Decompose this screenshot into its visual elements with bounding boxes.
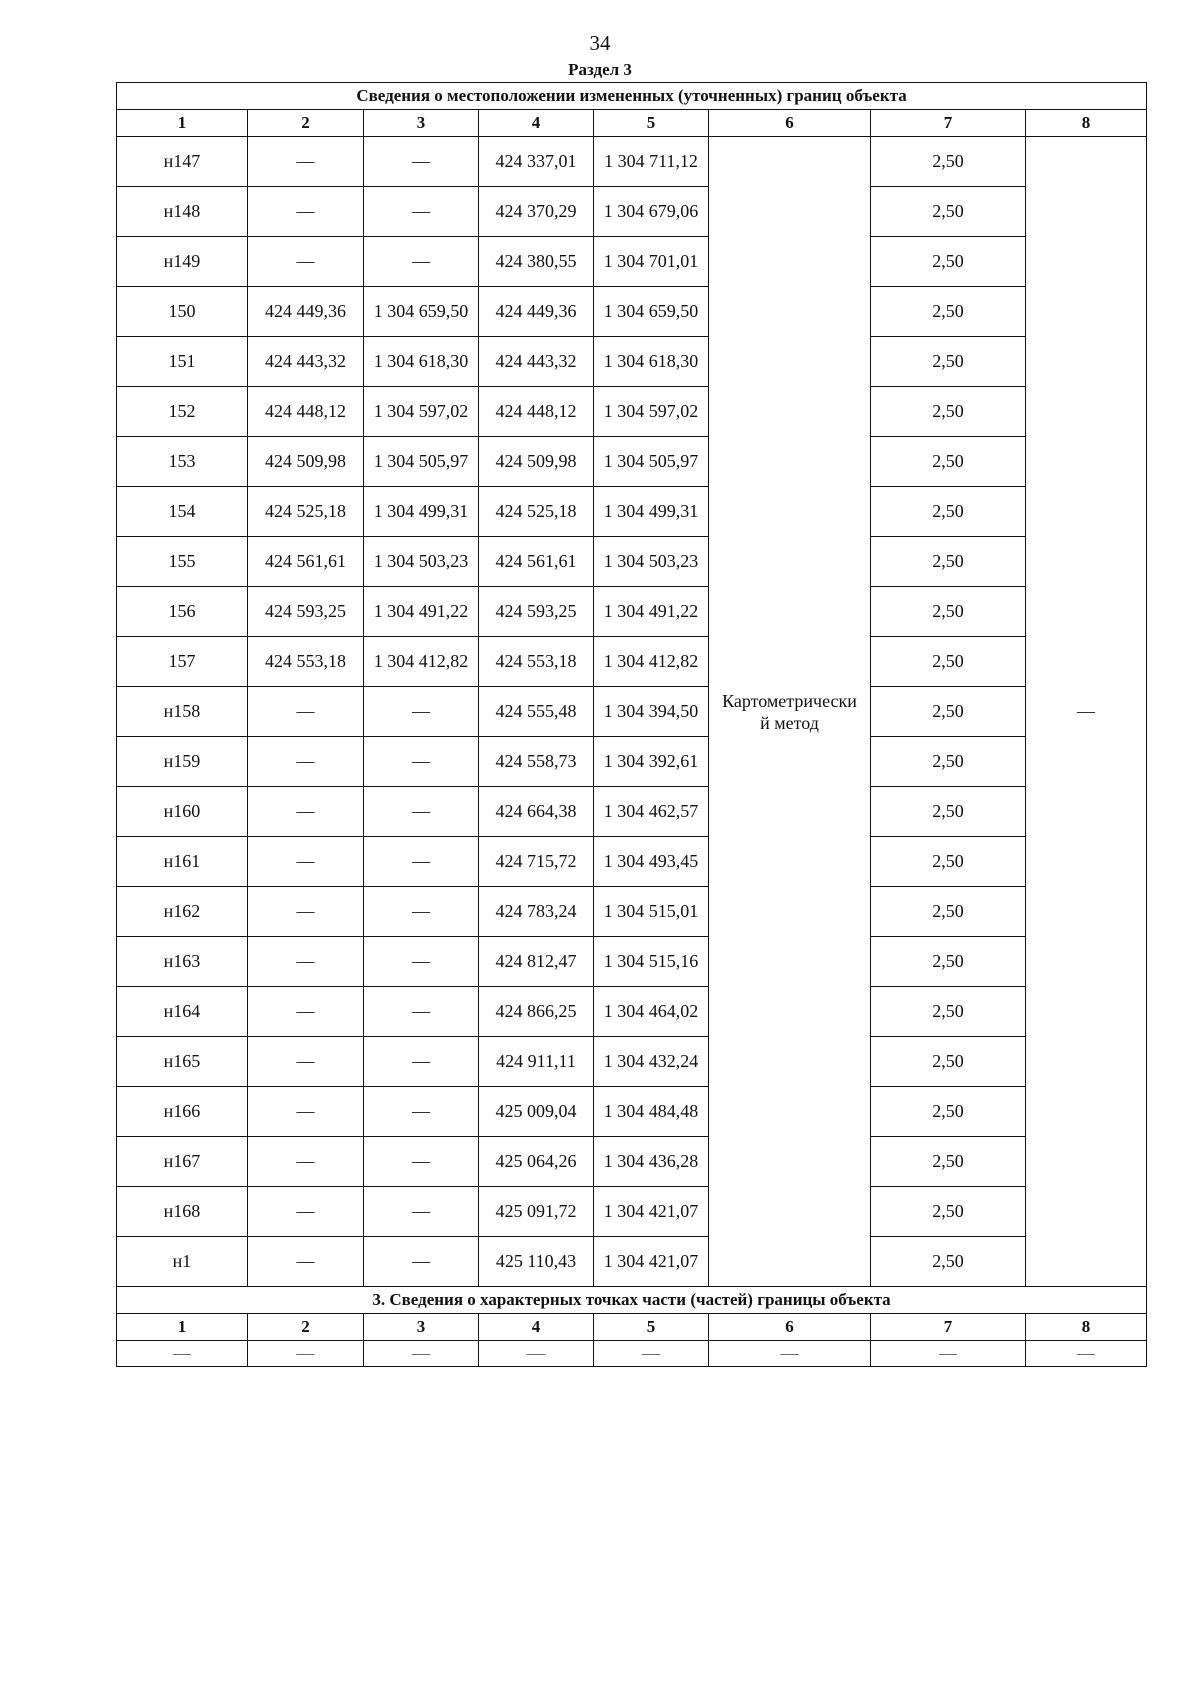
table-row <box>117 487 1147 537</box>
accuracy: 2,50 <box>871 937 1026 987</box>
old-x: — <box>248 1137 364 1187</box>
old-x: — <box>248 987 364 1037</box>
column-number: 4 <box>479 110 594 137</box>
point-name: н163 <box>117 937 248 987</box>
column-number: 6 <box>709 110 871 137</box>
new-y: 1 304 432,24 <box>594 1037 709 1087</box>
accuracy: 2,50 <box>871 787 1026 837</box>
accuracy: 2,50 <box>871 387 1026 437</box>
old-x: — <box>248 887 364 937</box>
accuracy: 2,50 <box>871 1187 1026 1237</box>
point-name: н158 <box>117 687 248 737</box>
old-y: — <box>364 237 479 287</box>
accuracy: 2,50 <box>871 1087 1026 1137</box>
table-row <box>117 987 1147 1037</box>
point-name: 157 <box>117 637 248 687</box>
point-name: 151 <box>117 337 248 387</box>
table-row <box>117 837 1147 887</box>
new-x: 424 449,36 <box>479 287 594 337</box>
new-y: 1 304 618,30 <box>594 337 709 387</box>
old-y: — <box>364 987 479 1037</box>
old-y: 1 304 491,22 <box>364 587 479 637</box>
new-x: 424 783,24 <box>479 887 594 937</box>
new-y: 1 304 515,01 <box>594 887 709 937</box>
column-number: 8 <box>1026 1314 1147 1341</box>
new-y: 1 304 711,12 <box>594 137 709 187</box>
column-number-row <box>117 110 1147 137</box>
column-number: 4 <box>479 1314 594 1341</box>
table-row <box>117 1187 1147 1237</box>
old-y: — <box>364 1087 479 1137</box>
new-x: 424 866,25 <box>479 987 594 1037</box>
table-row <box>117 787 1147 837</box>
new-x: 424 715,72 <box>479 837 594 887</box>
old-y: — <box>364 1187 479 1237</box>
old-x: 424 443,32 <box>248 337 364 387</box>
point-name: н160 <box>117 787 248 837</box>
table-row <box>117 1137 1147 1187</box>
old-y: — <box>364 937 479 987</box>
column-number: 7 <box>871 1314 1026 1341</box>
new-y: 1 304 491,22 <box>594 587 709 637</box>
new-x: 424 380,55 <box>479 237 594 287</box>
empty-cell: — <box>871 1341 1026 1367</box>
point-name: 156 <box>117 587 248 637</box>
accuracy: 2,50 <box>871 987 1026 1037</box>
table-row <box>117 437 1147 487</box>
point-name: н159 <box>117 737 248 787</box>
accuracy: 2,50 <box>871 537 1026 587</box>
description-cell: — <box>1026 137 1147 1287</box>
table-row <box>117 637 1147 687</box>
point-name: н167 <box>117 1137 248 1187</box>
accuracy: 2,50 <box>871 687 1026 737</box>
new-x: 424 593,25 <box>479 587 594 637</box>
point-name: 153 <box>117 437 248 487</box>
old-x: — <box>248 137 364 187</box>
table-row <box>117 337 1147 387</box>
old-y: — <box>364 787 479 837</box>
old-y: — <box>364 137 479 187</box>
new-x: 425 009,04 <box>479 1087 594 1137</box>
new-x: 425 091,72 <box>479 1187 594 1237</box>
accuracy: 2,50 <box>871 287 1026 337</box>
accuracy: 2,50 <box>871 737 1026 787</box>
accuracy: 2,50 <box>871 137 1026 187</box>
accuracy: 2,50 <box>871 1037 1026 1087</box>
old-x: — <box>248 937 364 987</box>
point-name: н162 <box>117 887 248 937</box>
new-y: 1 304 679,06 <box>594 187 709 237</box>
old-y: — <box>364 1237 479 1287</box>
point-name: н164 <box>117 987 248 1037</box>
old-y: — <box>364 687 479 737</box>
new-y: 1 304 484,48 <box>594 1087 709 1137</box>
new-x: 424 812,47 <box>479 937 594 987</box>
new-y: 1 304 412,82 <box>594 637 709 687</box>
new-x: 424 509,98 <box>479 437 594 487</box>
old-y: — <box>364 1037 479 1087</box>
old-x: — <box>248 687 364 737</box>
new-y: 1 304 392,61 <box>594 737 709 787</box>
point-name: н147 <box>117 137 248 187</box>
point-name: н149 <box>117 237 248 287</box>
part-column-number-row <box>117 1314 1147 1341</box>
new-x: 424 911,11 <box>479 1037 594 1087</box>
old-y: 1 304 503,23 <box>364 537 479 587</box>
part-caption-row <box>117 1287 1147 1314</box>
old-y: 1 304 597,02 <box>364 387 479 437</box>
old-x: — <box>248 187 364 237</box>
old-y: 1 304 412,82 <box>364 637 479 687</box>
column-number: 3 <box>364 110 479 137</box>
table-row <box>117 287 1147 337</box>
table-row <box>117 537 1147 587</box>
table-row <box>117 1237 1147 1287</box>
column-number: 7 <box>871 110 1026 137</box>
new-x: 424 443,32 <box>479 337 594 387</box>
old-x: 424 561,61 <box>248 537 364 587</box>
accuracy: 2,50 <box>871 337 1026 387</box>
new-x: 424 370,29 <box>479 187 594 237</box>
new-y: 1 304 503,23 <box>594 537 709 587</box>
old-y: 1 304 618,30 <box>364 337 479 387</box>
table-row <box>117 187 1147 237</box>
empty-cell: — <box>709 1341 871 1367</box>
method-line: й метод <box>760 712 819 733</box>
old-x: — <box>248 1087 364 1137</box>
new-y: 1 304 421,07 <box>594 1187 709 1237</box>
part-empty-row <box>117 1341 1147 1367</box>
new-y: 1 304 505,97 <box>594 437 709 487</box>
new-y: 1 304 597,02 <box>594 387 709 437</box>
new-x: 424 561,61 <box>479 537 594 587</box>
new-x: 424 337,01 <box>479 137 594 187</box>
old-x: — <box>248 1237 364 1287</box>
column-number: 2 <box>248 1314 364 1341</box>
new-x: 424 664,38 <box>479 787 594 837</box>
new-y: 1 304 462,57 <box>594 787 709 837</box>
column-number: 5 <box>594 1314 709 1341</box>
old-x: — <box>248 737 364 787</box>
empty-cell: — <box>594 1341 709 1367</box>
accuracy: 2,50 <box>871 837 1026 887</box>
table-row <box>117 137 1147 187</box>
old-y: 1 304 505,97 <box>364 437 479 487</box>
accuracy: 2,50 <box>871 637 1026 687</box>
column-number: 3 <box>364 1314 479 1341</box>
point-name: н165 <box>117 1037 248 1087</box>
old-x: — <box>248 1187 364 1237</box>
new-y: 1 304 493,45 <box>594 837 709 887</box>
table-row <box>117 937 1147 987</box>
table-row <box>117 387 1147 437</box>
table-row <box>117 237 1147 287</box>
new-x: 424 558,73 <box>479 737 594 787</box>
table-row <box>117 887 1147 937</box>
table-row <box>117 737 1147 787</box>
column-number: 8 <box>1026 110 1147 137</box>
accuracy: 2,50 <box>871 1237 1026 1287</box>
old-x: — <box>248 237 364 287</box>
part-caption: 3. Сведения о характерных точках части (частей) границы объекта <box>117 1287 1147 1314</box>
new-y: 1 304 436,28 <box>594 1137 709 1187</box>
table-row <box>117 1087 1147 1137</box>
column-number: 2 <box>248 110 364 137</box>
old-y: — <box>364 737 479 787</box>
old-y: — <box>364 187 479 237</box>
accuracy: 2,50 <box>871 187 1026 237</box>
new-x: 424 448,12 <box>479 387 594 437</box>
empty-cell: — <box>248 1341 364 1367</box>
empty-cell: — <box>1026 1341 1147 1367</box>
new-y: 1 304 515,16 <box>594 937 709 987</box>
old-x: 424 525,18 <box>248 487 364 537</box>
table-caption: Сведения о местоположении измененных (уточненных) границ объекта <box>117 83 1147 110</box>
accuracy: 2,50 <box>871 237 1026 287</box>
old-y: — <box>364 887 479 937</box>
section-title: Раздел 3 <box>568 60 632 79</box>
old-x: 424 509,98 <box>248 437 364 487</box>
column-number: 1 <box>117 1314 248 1341</box>
new-x: 424 553,18 <box>479 637 594 687</box>
old-x: 424 593,25 <box>248 587 364 637</box>
point-name: 150 <box>117 287 248 337</box>
point-name: 155 <box>117 537 248 587</box>
new-x: 425 064,26 <box>479 1137 594 1187</box>
column-number: 1 <box>117 110 248 137</box>
new-y: 1 304 394,50 <box>594 687 709 737</box>
point-name: н166 <box>117 1087 248 1137</box>
table-row <box>117 1037 1147 1087</box>
column-number: 5 <box>594 110 709 137</box>
accuracy: 2,50 <box>871 587 1026 637</box>
empty-cell: — <box>117 1341 248 1367</box>
page-number: 34 <box>589 31 611 55</box>
old-x: 424 448,12 <box>248 387 364 437</box>
point-name: н1 <box>117 1237 248 1287</box>
old-x: — <box>248 837 364 887</box>
table-row <box>117 687 1147 737</box>
method-line: Картометрически <box>722 690 857 711</box>
point-name: н168 <box>117 1187 248 1237</box>
new-x: 424 525,18 <box>479 487 594 537</box>
old-x: 424 449,36 <box>248 287 364 337</box>
old-x: — <box>248 1037 364 1087</box>
point-name: н148 <box>117 187 248 237</box>
accuracy: 2,50 <box>871 437 1026 487</box>
boundary-points-table <box>116 82 1147 1367</box>
new-x: 424 555,48 <box>479 687 594 737</box>
empty-cell: — <box>364 1341 479 1367</box>
point-name: 154 <box>117 487 248 537</box>
point-name: н161 <box>117 837 248 887</box>
old-y: — <box>364 1137 479 1187</box>
new-y: 1 304 701,01 <box>594 237 709 287</box>
table-row <box>117 587 1147 637</box>
old-y: 1 304 659,50 <box>364 287 479 337</box>
accuracy: 2,50 <box>871 487 1026 537</box>
old-y: 1 304 499,31 <box>364 487 479 537</box>
table-caption-row <box>117 83 1147 110</box>
old-x: 424 553,18 <box>248 637 364 687</box>
old-y: — <box>364 837 479 887</box>
new-y: 1 304 659,50 <box>594 287 709 337</box>
new-x: 425 110,43 <box>479 1237 594 1287</box>
new-y: 1 304 421,07 <box>594 1237 709 1287</box>
empty-cell: — <box>479 1341 594 1367</box>
accuracy: 2,50 <box>871 887 1026 937</box>
old-x: — <box>248 787 364 837</box>
column-number: 6 <box>709 1314 871 1341</box>
new-y: 1 304 464,02 <box>594 987 709 1037</box>
new-y: 1 304 499,31 <box>594 487 709 537</box>
point-name: 152 <box>117 387 248 437</box>
accuracy: 2,50 <box>871 1137 1026 1187</box>
method-cell <box>709 137 871 1287</box>
